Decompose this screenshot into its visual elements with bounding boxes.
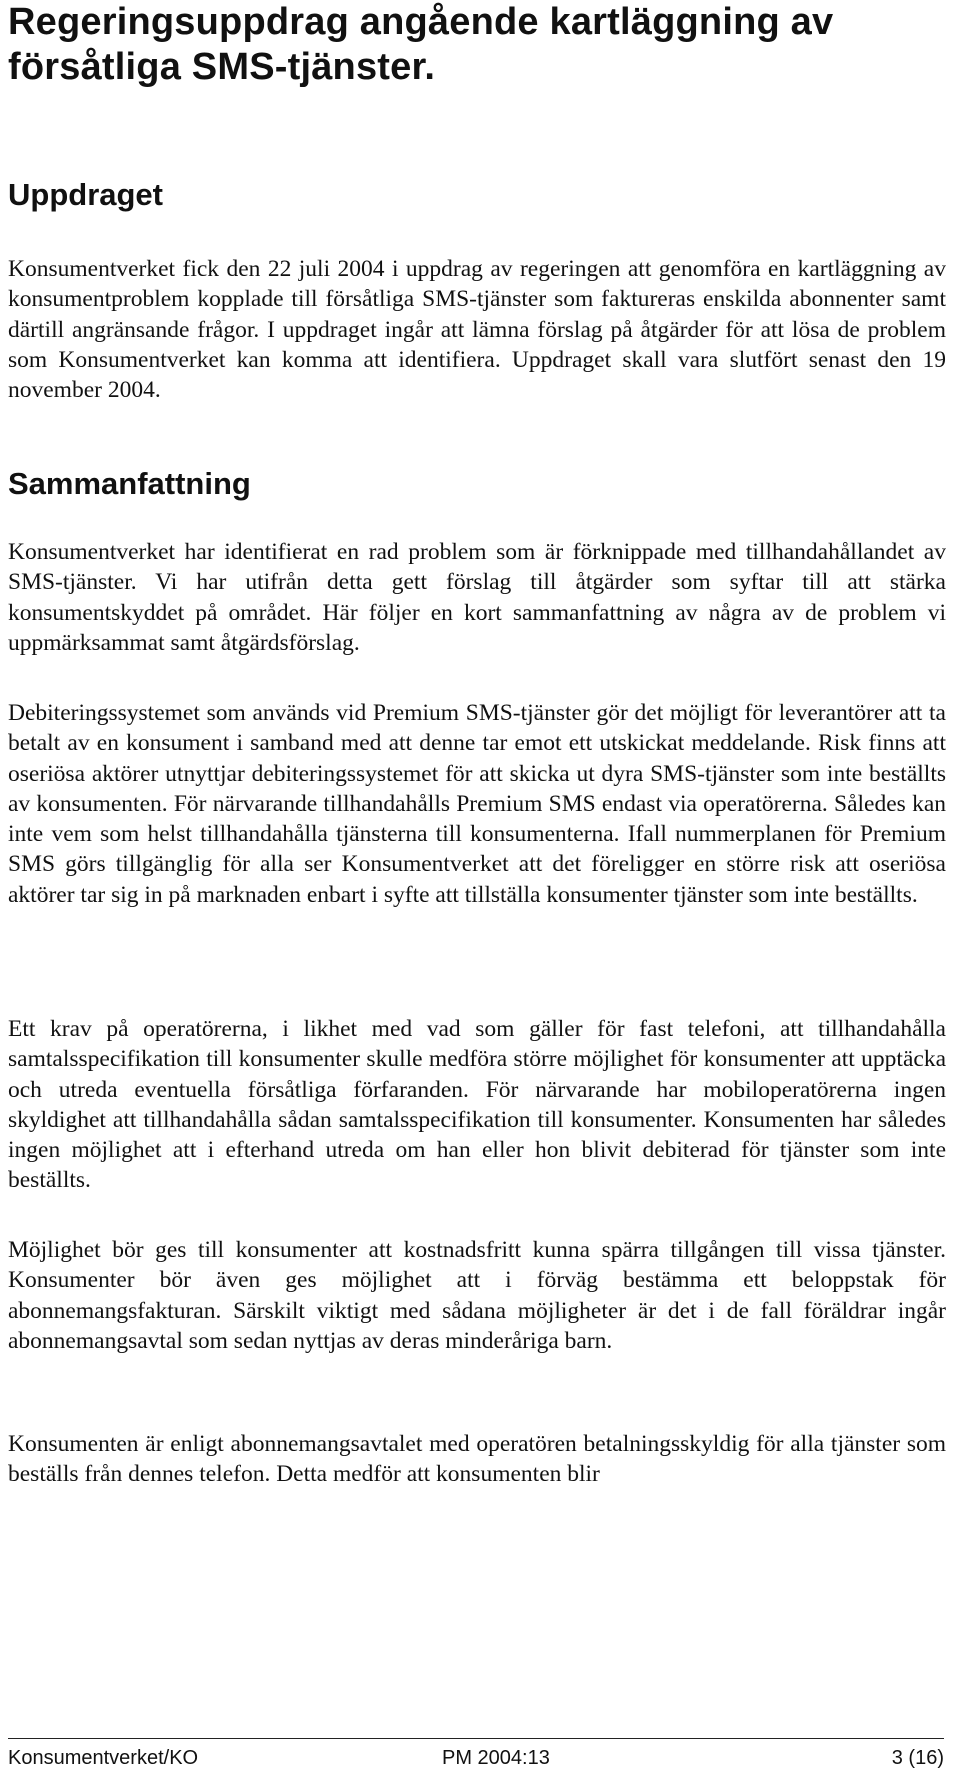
footer-report-number: PM 2004:13 <box>442 1747 550 1769</box>
paragraph-betalningsskyldig: Konsumenten är enligt abonnemangsavtalet med operatören betalningsskyldig för alla tjänster som beställs från dennes telefon. Detta medför att konsumenten blir <box>8 1431 946 1488</box>
document-title-text: Regeringsuppdrag angående kartläggning av försåtliga SMS-tjänster. <box>8 1 834 88</box>
footer-organization: Konsumentverket/KO <box>8 1747 199 1769</box>
paragraph-samtalsspecifikation: Ett krav på operatörerna, i likhet med vad som gäller för fast telefoni, att tillhandahålla samtalsspecifikation till konsumenter skulle medföra större möjlighet för konsumenter att upptäcka och utreda eventuella försåtliga förfaranden. För närvarande har mobiloperatörerna ingen skyldighet att tillhandahålla sådan samtalsspecifikation till konsumenter. Konsumenten har således ingen möjlighet att i efterhand utreda om han eller hon blivit debiterad för tjänster som inte beställts. <box>8 1016 946 1194</box>
page-footer <box>8 1745 944 1773</box>
footer-divider <box>8 1738 944 1739</box>
document-title <box>8 0 938 90</box>
footer-page-number: 3 (16) <box>891 1747 944 1769</box>
paragraph-debiteringssystemet: Debiteringssystemet som används vid Premium SMS-tjänster gör det möjligt för leverantörer att ta betalt av en konsument i samband med att denne tar emot ett utskickat meddelande. Risk finns att oseriösa aktörer utnyttjar debiteringssystemet för att skicka ut dyra SMS-tjänster som inte beställts av konsumenten. För närvarande tillhandahålls Premium SMS endast via operatörerna. Således kan inte vem som helst tillhandahålla tjänsterna till konsumenterna. Ifall nummerplanen för Premium SMS görs tillgänglig för alla ser Konsumentverket att det föreligger en större risk att oseriösa aktörer tar sig in på marknaden enbart i syfte att tillställa konsumenter tjänster som inte beställts. <box>8 700 946 908</box>
paragraph-uppdraget: Konsumentverket fick den 22 juli 2004 i uppdrag av regeringen att genomföra en kartläggning av konsumentproblem kopplade till försåtliga SMS-tjänster som faktureras enskilda abonnenter samt därtill angränsande frågor. I uppdraget ingår att lämna förslag på åtgärder för att lösa de problem som Konsumentverket kan komma att identifiera. Uppdraget skall vara slutfört senast den 19 november 2004. <box>8 256 946 404</box>
section-heading-sammanfattning: Sammanfattning <box>8 466 251 501</box>
section-heading-uppdraget: Uppdraget <box>8 177 163 212</box>
paragraph-sparra-tjanster: Möjlighet bör ges till konsumenter att kostnadsfritt kunna spärra tillgången till vissa tjänster. Konsumenter bör även ges möjlighet att i förväg bestämma ett beloppstak för abonnemangsfakturan. Särskilt viktigt med sådana möjligheter är det i de fall föräldrar ingår abonnemangsavtal som sedan nyttjas av deras minderåriga barn. <box>8 1237 946 1354</box>
paragraph-sammanfattning-intro: Konsumentverket har identifierat en rad problem som är förknippade med tillhandahållandet av SMS-tjänster. Vi har utifrån detta gett förslag till åtgärder som syftar till att stärka konsumentskyddet på området. Här följer en kort sammanfattning av några av de problem vi uppmärksammat samt åtgärdsförslag. <box>8 539 946 656</box>
